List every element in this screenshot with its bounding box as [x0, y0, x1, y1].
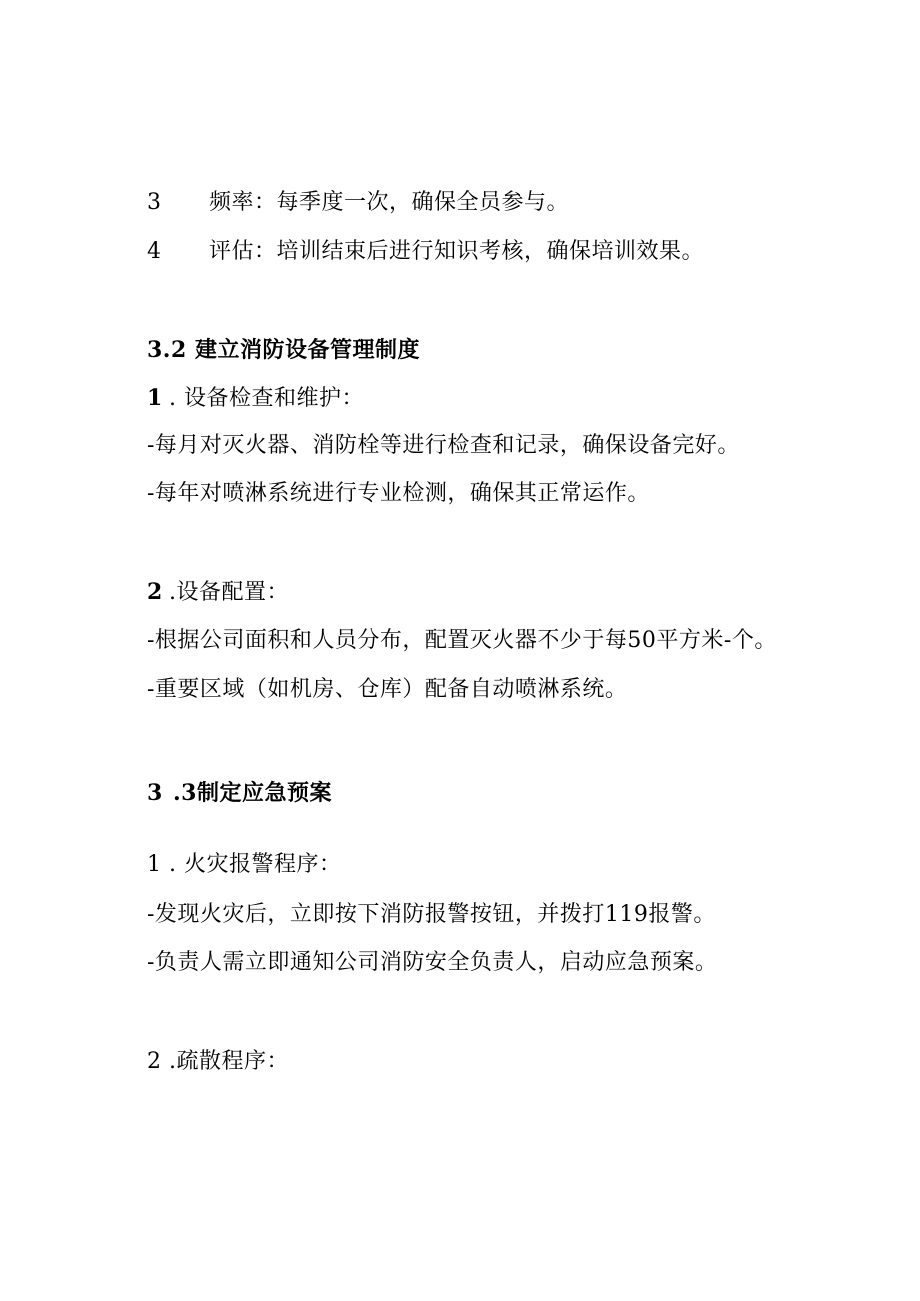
bullet-line: -每年对喷淋系统进行专业检测，确保其正常运作。	[147, 481, 650, 506]
list-item-text: 频率：每季度一次，确保全员参与。	[209, 190, 570, 215]
subsection-title: .疏散程序：	[169, 1049, 289, 1074]
section-heading-3-3	[147, 778, 332, 808]
list-item-number: 3	[147, 190, 162, 215]
subsection-number: 2	[147, 579, 163, 605]
subsection-heading	[147, 850, 342, 880]
subsection-number: 1	[147, 852, 162, 877]
subsection-number: 2	[147, 1049, 162, 1074]
list-item	[147, 188, 569, 218]
list-item-number: 4	[147, 239, 162, 264]
subsection-title: . 火灾报警程序：	[169, 852, 342, 877]
subsection-title: .设备配置：	[169, 580, 289, 605]
list-item-text: 评估：培训结束后进行知识考核，确保培训效果。	[209, 239, 705, 264]
section-number: 3.2	[147, 337, 187, 363]
bullet-line: -根据公司面积和人员分布，配置灭火器不少于每50平方米-个。	[147, 628, 777, 653]
bullet-line: -重要区域（如机房、仓库）配备自动喷淋系统。	[147, 677, 628, 702]
subsection-heading	[147, 1047, 289, 1077]
subsection-title: . 设备检查和维护：	[169, 386, 364, 411]
subsection-heading	[147, 577, 289, 608]
section-title: 建立消防设备管理制度	[195, 337, 421, 363]
section-number: 3	[147, 780, 163, 806]
subsection-heading	[147, 383, 364, 414]
list-item	[147, 237, 704, 267]
bullet-line: -每月对灭火器、消防栓等进行检查和记录，确保设备完好。	[147, 433, 740, 458]
bullet-line: -负责人需立即通知公司消防安全负责人，启动应急预案。	[147, 950, 718, 975]
section-title: .3制定应急预案	[173, 780, 332, 806]
subsection-number: 1	[147, 385, 163, 411]
bullet-line: -发现火灾后，立即按下消防报警按钮，并拨打119报警。	[147, 902, 716, 927]
section-heading-3-2	[147, 335, 420, 365]
